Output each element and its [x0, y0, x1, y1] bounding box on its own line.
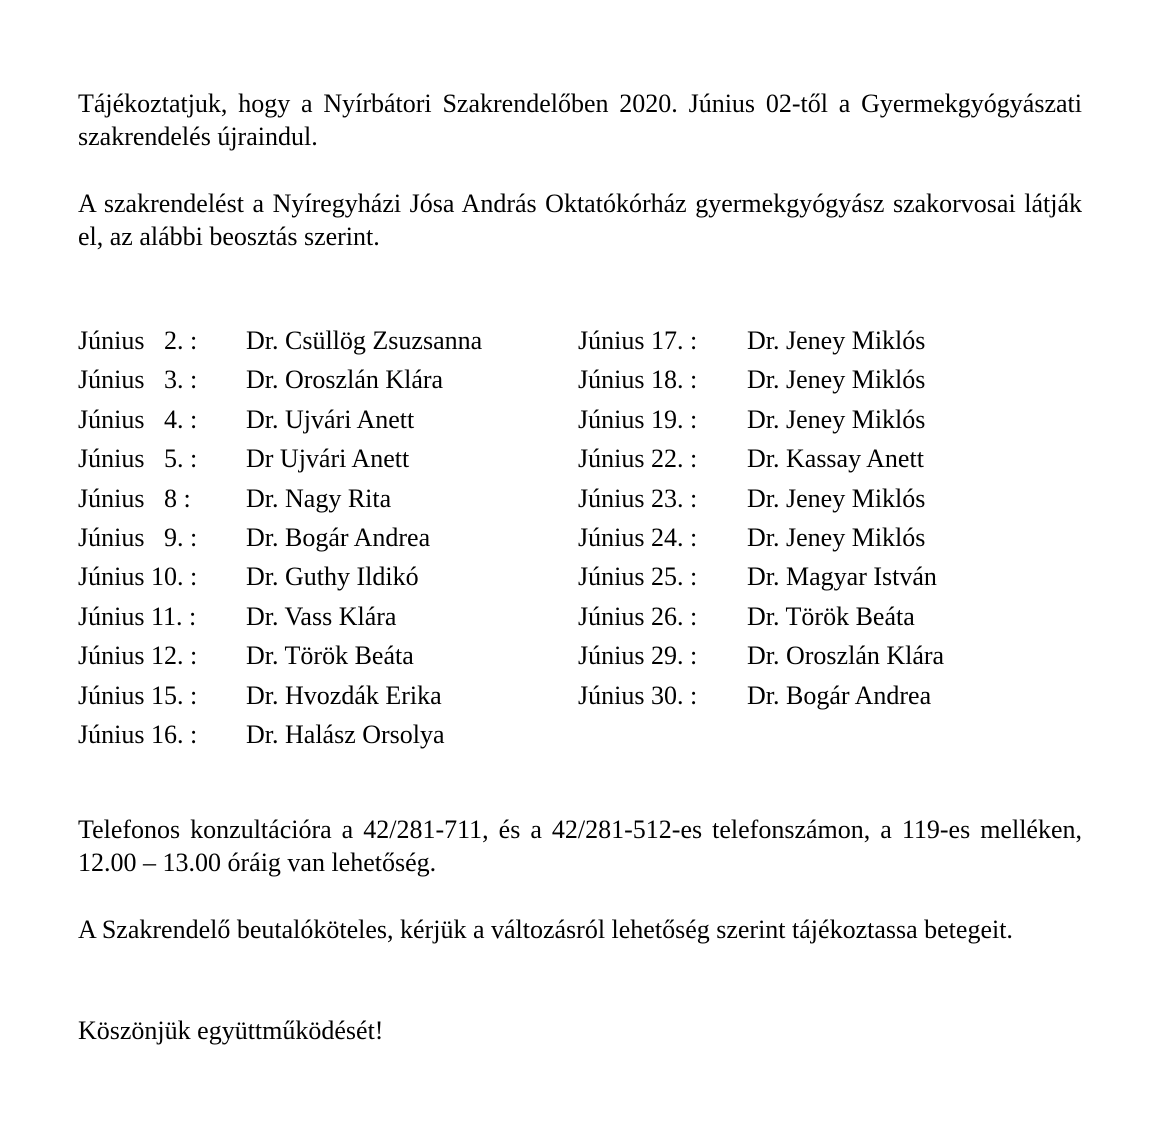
schedule-row [578, 518, 1082, 557]
schedule-date: Június 24. : [578, 522, 698, 552]
schedule-date: Június 8 : [78, 483, 191, 513]
schedule-date: Június 26. : [578, 601, 698, 631]
schedule-row [78, 400, 578, 439]
schedule-doctor: Dr. Csüllög Zsuzsanna [246, 326, 483, 355]
intro-paragraph: Tájékoztatjuk, hogy a Nyírbátori Szakrendelőben 2020. Június 02-től a Gyermekgyógyászati szakrendelés újraindul. [78, 89, 1082, 151]
schedule-doctor: Dr. Jeney Miklós [747, 522, 926, 552]
schedule-date: Június 10. : [78, 562, 198, 592]
schedule-doctor: Dr. Oroszlán Klára [747, 641, 945, 671]
schedule-doctor: Dr Ujvári Anett [246, 444, 410, 474]
schedule-doctor: Dr. Ujvári Anett [246, 404, 415, 434]
schedule-row [78, 360, 578, 399]
schedule-doctor: Dr. Halász Orsolya [246, 719, 445, 749]
schedule-doctor: Dr. Vass Klára [246, 601, 397, 631]
schedule-row [578, 439, 1082, 478]
schedule-row [578, 479, 1082, 518]
schedule-row [78, 557, 578, 596]
schedule-doctor: Dr. Bogár Andrea [246, 522, 431, 552]
schedule-date: Június 22. : [578, 444, 698, 474]
schedule-doctor: Dr. Török Beáta [747, 601, 915, 631]
schedule-doctor: Dr. Bogár Andrea [747, 680, 932, 710]
schedule-date: Június 15. : [78, 680, 198, 710]
schedule-date: Június 2. : [78, 326, 198, 355]
schedule-doctor: Dr. Oroszlán Klára [246, 365, 444, 395]
thanks-paragraph: Köszönjük együttműködését! [78, 1016, 384, 1045]
phone-paragraph: Telefonos konzultációra a 42/281-711, és a 42/281-512-es telefonszámon, a 119-es melléken, 12.00 – 13.00 óráig van lehetőség. [78, 815, 1082, 877]
schedule-row [78, 479, 578, 518]
schedule-row [78, 597, 578, 636]
schedule-doctor: Dr. Jeney Miklós [747, 326, 926, 355]
schedule-row [78, 676, 578, 715]
schedule-date: Június 18. : [578, 365, 698, 395]
schedule-date: Június 3. : [78, 365, 198, 395]
schedule-column-right [578, 321, 1082, 715]
schedule-row [78, 321, 578, 360]
schedule-column-left [78, 321, 578, 754]
schedule-doctor: Dr. Jeney Miklós [747, 483, 926, 513]
schedule-date: Június 30. : [578, 680, 698, 710]
schedule-date: Június 17. : [578, 326, 698, 355]
schedule-row [578, 400, 1082, 439]
schedule-row [78, 518, 578, 557]
schedule-row [78, 439, 578, 478]
schedule-row [578, 676, 1082, 715]
schedule-row [78, 715, 578, 754]
schedule-doctor: Dr. Guthy Ildikó [246, 562, 419, 592]
staff-paragraph: A szakrendelést a Nyíregyházi Jósa András Oktatókórház gyermekgyógyász szakorvosai látják el, az alábbi beosztás szerint. [78, 189, 1082, 251]
schedule-doctor: Dr. Hvozdák Erika [246, 680, 442, 710]
schedule-date: Június 25. : [578, 562, 698, 592]
schedule-row [578, 636, 1082, 675]
schedule-doctor: Dr. Török Beáta [246, 641, 414, 671]
schedule-row [578, 360, 1082, 399]
schedule-date: Június 11. : [78, 601, 197, 631]
schedule-doctor: Dr. Nagy Rita [246, 483, 392, 513]
schedule-doctor: Dr. Kassay Anett [747, 444, 924, 474]
schedule-row [578, 321, 1082, 360]
schedule-row [578, 597, 1082, 636]
referral-paragraph: A Szakrendelő beutalóköteles, kérjük a változásról lehetőség szerint tájékoztassa betegeit. [78, 915, 1013, 944]
schedule-row [578, 557, 1082, 596]
schedule-date: Június 12. : [78, 641, 198, 671]
schedule-date: Június 29. : [578, 641, 698, 671]
schedule-doctor: Dr. Magyar István [747, 562, 937, 592]
schedule-date: Június 9. : [78, 522, 198, 552]
schedule-doctor: Dr. Jeney Miklós [747, 404, 926, 434]
schedule-date: Június 19. : [578, 404, 698, 434]
schedule-doctor: Dr. Jeney Miklós [747, 365, 926, 395]
schedule-date: Június 5. : [78, 444, 198, 474]
schedule-date: Június 4. : [78, 404, 198, 434]
schedule-date: Június 16. : [78, 719, 198, 749]
schedule-row [78, 636, 578, 675]
schedule-date: Június 23. : [578, 483, 698, 513]
